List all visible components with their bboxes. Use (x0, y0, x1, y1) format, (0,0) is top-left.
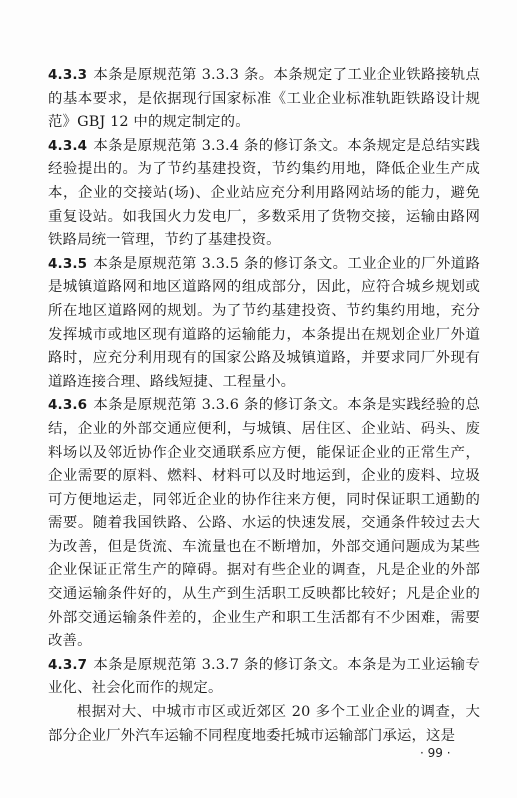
clause-number: 4.3.3 (48, 67, 88, 83)
clause-4-3-3 (48, 64, 480, 135)
page-content (48, 64, 480, 748)
clause-text: 本条是原规范第 3.3.7 条的修订条文。本条是为工业运输专业化、社会化而作的规定。 (48, 656, 480, 697)
clause-4-3-6 (48, 394, 480, 654)
clause-number: 4.3.4 (48, 137, 88, 154)
clause-text: 本条是原规范第 3.3.6 条的修订条文。本条是实践经验的总结，企业的外部交通应便利，与城镇、居住区、企业站、码头、废料场以及邻近协作企业交通联系应方便，能保证企业的正常生产，企业需要的原料、燃料、材料可以及时地运到，企业的废料、垃圾可方便地运走，同邻近企业的协作往来方便，同时保证职工通勤的需要。随着我国铁路、公路、水运的快速发展，交通条件较过去大为改善，但是货流、车流量也在不断增加，外部交通问题成为某些企业保证正常生产的障碍。据对有些企业的调查，凡是企业的外部交通运输条件好的，从生产到生活职工反映都比较好；凡是企业的外部交通运输条件差的，企业生产和职工生活都有不少困难，需要改善。 (48, 397, 480, 650)
clause-text: 本条是原规范第 3.3.4 条的修订条文。本条规定是总结实践经验提出的。为了节约基建投资，节约集约用地，降低企业生产成本，企业的交接站(场)、企业站应充分利用路网站场的能力，避免重复设站。如我国火力发电厂，多数采用了货物交接，运输由路网铁路局统一管理，节约了基建投资。 (48, 137, 480, 249)
clause-number: 4.3.6 (48, 397, 88, 414)
body-paragraph: 根据对大、中城市市区或近郊区 20 多个工业企业的调查，大部分企业厂外汽车运输不同程度地委托城市运输部门承运，这是 (48, 704, 480, 744)
clause-4-3-5 (48, 253, 480, 395)
clause-number: 4.3.5 (48, 255, 88, 272)
clause-text: 本条是原规范第 3.3.5 条的修订条文。工业企业的厂外道路是城镇道路网和地区道路网的组成部分，因此，应符合城乡规划或所在地区道路网的规划。为了节约基建投资、节约集约用地，充分发挥城市或地区现有道路的运输能力，本条提出在规划企业厂外道路时，应充分利用现有的国家公路及城镇道路，并要求同厂外现有道路连接合理、路线短捷、工程量小。 (48, 255, 480, 390)
clause-4-3-4 (48, 135, 480, 253)
clause-number: 4.3.7 (48, 656, 88, 673)
clause-text: 本条是原规范第 3.3.3 条。本条规定了工业企业铁路接轨点的基本要求，是依据现行国家标准《工业企业标准轨距铁路设计规范》GBJ 12 中的规定制定的。 (48, 67, 480, 131)
clause-4-3-7 (48, 654, 480, 701)
page-number: · 99 · (420, 746, 451, 760)
